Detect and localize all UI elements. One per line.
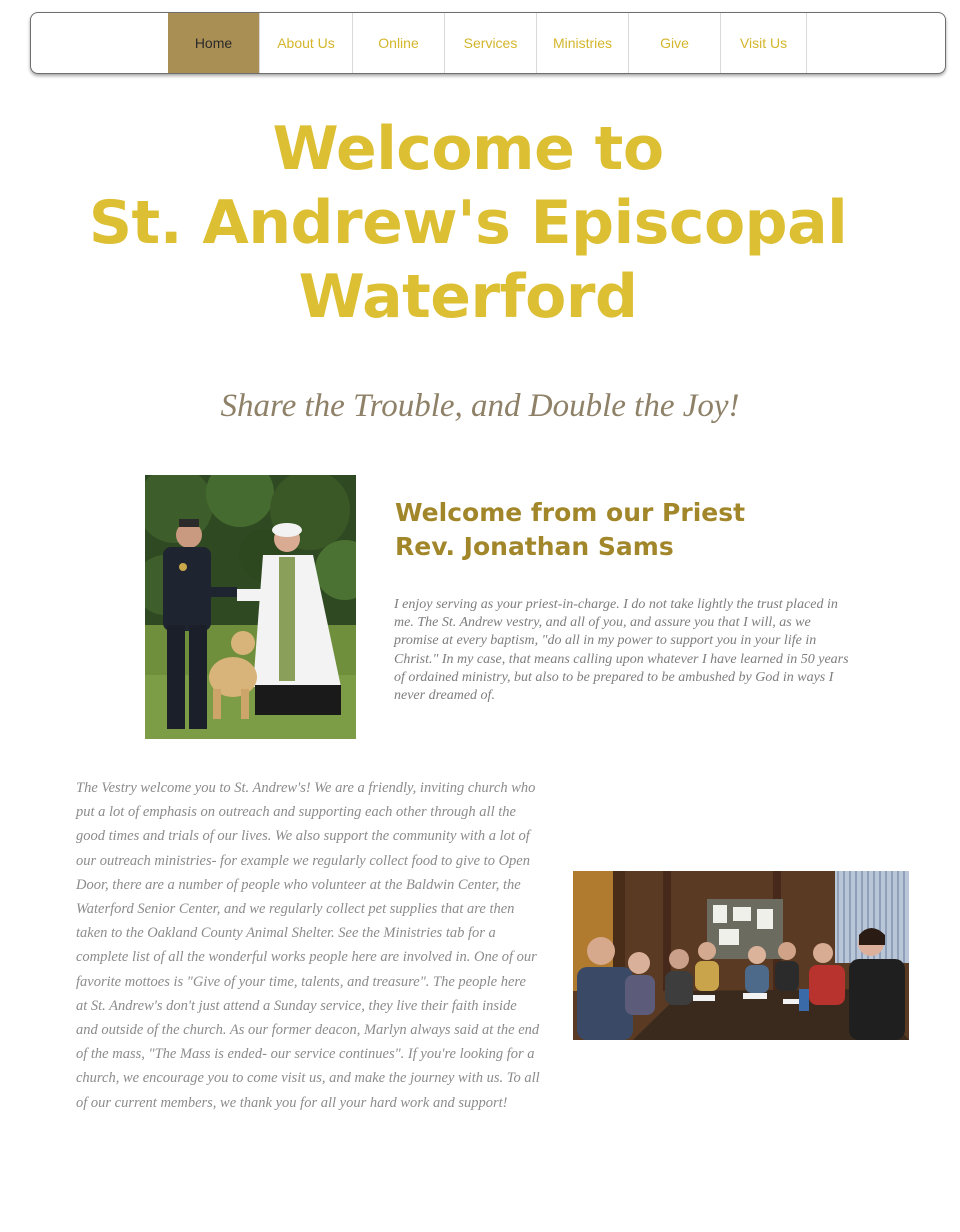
- page-title: [0, 112, 936, 334]
- nav-item-label: Online: [378, 35, 419, 51]
- priest-photo: [145, 475, 356, 739]
- nav-item-visit-us[interactable]: [721, 13, 807, 73]
- nav-item-about-us[interactable]: [260, 13, 353, 73]
- tagline: Share the Trouble, and Double the Joy!: [220, 388, 740, 424]
- nav-item-give[interactable]: [629, 13, 721, 73]
- vestry-group-photo: [573, 871, 909, 1040]
- nav-item-label: Home: [194, 35, 233, 51]
- nav-item-label: About Us: [277, 35, 335, 51]
- nav-item-label: Services: [463, 35, 518, 51]
- nav-item-online[interactable]: [353, 13, 445, 73]
- page-title-line-3: Waterford: [298, 262, 638, 332]
- nav-items: [168, 13, 807, 73]
- priest-message: I enjoy serving as your priest-in-charge. I do not take lightly the trust placed in me. The St. Andrew vestry, and all of you, and assure you that I will, as we promise at every baptism, "do all in my power to support you in your life in Christ." In my case, that means calling upon whatever I have learned in 50 years of ordained ministry, but also to be prepared to be ambushed by God in ways I never dreamed of.: [394, 597, 849, 704]
- priest-heading-line-2: Rev. Jonathan Sams: [395, 532, 674, 561]
- priest-heading: [395, 496, 855, 564]
- vestry-message: The Vestry welcome you to St. Andrew's! We are a friendly, inviting church who put a lot of emphasis on outreach and supporting each other through all the good times and trials of our lives. We also support the community with a lot of our outreach ministries- for example we regularly collect food to give to Open Door, there are a number of people who volunteer at the Baldwin Center, the Waterford Senior Center, and we regularly collect pet supplies that are then taken to the Oakland County Animal Shelter. See the Ministries tab for a complete list of all the wonderful works people here are involved in. One of our favorite mottoes is "Give of your time, talents, and treasure". The people here at St. Andrew's don't just attend a Sunday service, they live their faith inside and outside of the church. As our former deacon, Marlyn always said at the end of the mass, "The Mass is ended- our service continues". If you're looking for a church, we encourage you to come visit us, and make the journey with us. To all of our current members, we thank you for all your hard work and support!: [76, 780, 540, 1111]
- nav-item-label: Ministries: [552, 35, 613, 51]
- nav-item-ministries[interactable]: [537, 13, 629, 73]
- nav-item-label: Give: [660, 35, 689, 51]
- page-title-line-1: Welcome to: [272, 114, 664, 184]
- page-title-line-2: St. Andrew's Episcopal: [88, 188, 848, 258]
- nav-item-home[interactable]: [168, 13, 260, 73]
- nav-item-services[interactable]: [445, 13, 537, 73]
- priest-heading-line-1: Welcome from our Priest: [395, 498, 746, 527]
- nav-item-label: Visit Us: [739, 35, 788, 51]
- main-nav: [30, 12, 946, 74]
